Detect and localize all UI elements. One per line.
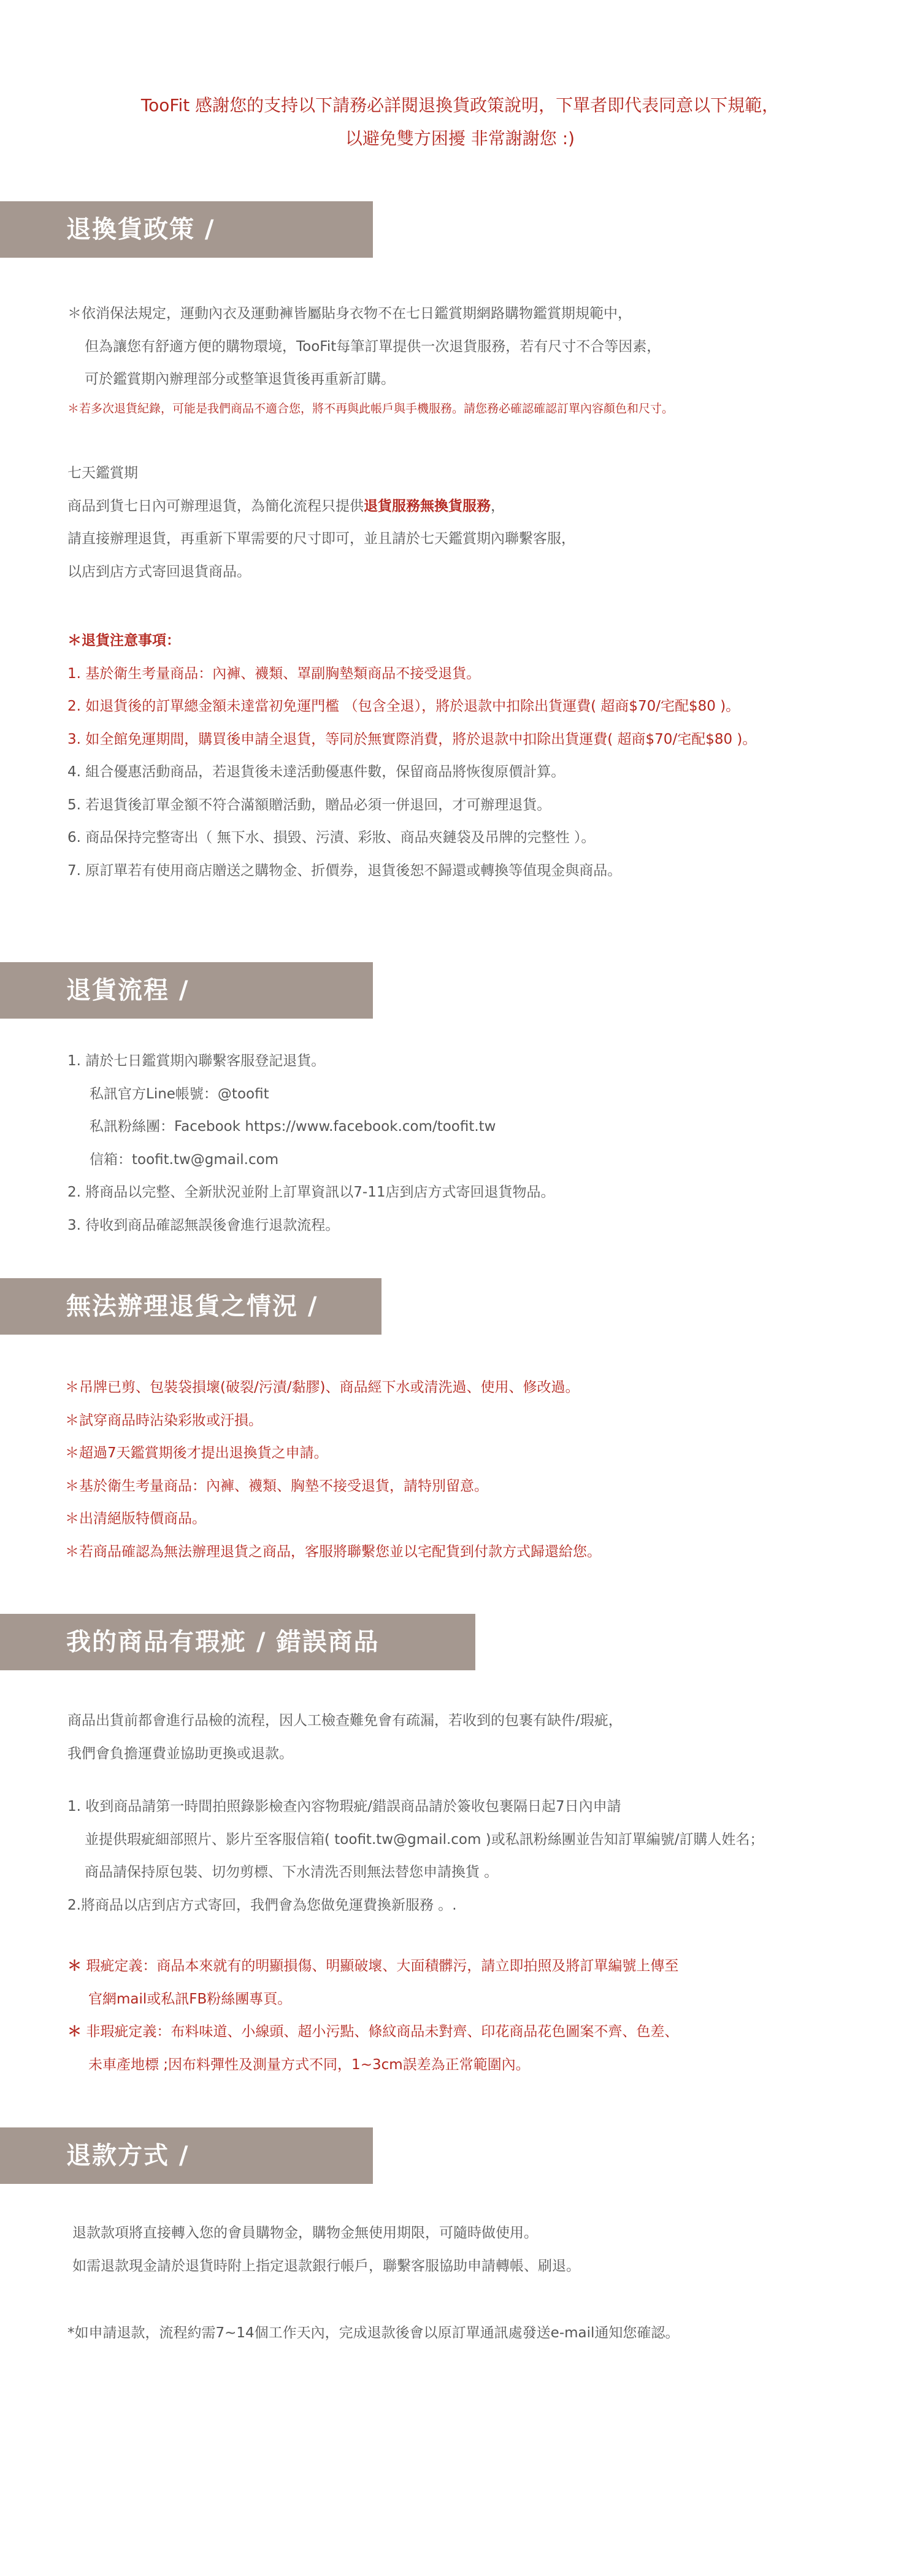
policy-law-line-3: 可於鑑賞期內辦理部分或整筆退貨後再重新訂購。 — [85, 371, 395, 387]
period-line-1 — [67, 490, 575, 523]
no-return-item: ＊吊牌已剪、包裝袋損壞(破裂/污漬/黏膠)、商品經下水或清洗過、使用、修改過。 — [65, 1379, 580, 1395]
star-icon: ＊ — [65, 1543, 79, 1560]
process-line-facebook: 私訊粉絲團：Facebook https://www.facebook.com/toofit.tw — [90, 1119, 496, 1135]
defect-intro — [67, 1705, 623, 1770]
defect-step-1a: 1. 收到商品請第一時間拍照錄影檢查內容物瑕疵/錯誤商品請於簽收包裹隔日起7日內申請 — [67, 1799, 621, 1814]
defect-def-2b: 未車產地標 ;因布料彈性及測量方式不同，1~3cm誤差為正常範圍內。 — [88, 2056, 530, 2073]
no-return-item: ＊基於衛生考量商品：內褲、襪類、胸墊不接受退貨，請特別留意。 — [65, 1478, 488, 1494]
star-icon: ＊ — [65, 1379, 79, 1395]
refund-text — [72, 2217, 580, 2283]
star-icon: ＊ — [65, 1445, 79, 1461]
process-line: 2. 將商品以完整、全新狀況並附上訂單資訊以7-11店到店方式寄回退貨物品。 — [67, 1184, 555, 1200]
defect-definitions — [67, 1950, 678, 2081]
period-line-3: 以店到店方式寄回退貨商品。 — [67, 563, 251, 580]
period-title: 七天鑑賞期 — [67, 465, 138, 481]
return-note-item: 7. 原訂單若有使用商店贈送之購物金、折價券，退貨後恕不歸還或轉換等值現金與商品。 — [67, 862, 622, 879]
return-note-item: 3. 如全館免運期間，購買後申請全退貨，等同於無實際消費，將於退款中扣除出貨運費( 超商$70/宅配$80 )。 — [67, 731, 757, 747]
refund-banner: 退款方式 / — [0, 2127, 373, 2184]
no-return-item: ＊試穿商品時沾染彩妝或汙損。 — [65, 1412, 263, 1429]
defect-intro-line-2: 我們會負擔運費並協助更換或退款。 — [67, 1745, 293, 1762]
return-notes-title: ＊退貨注意事項： — [67, 633, 180, 649]
policy-warning: ＊若多次退貨紀錄，可能是我們商品不適合您，將不再與此帳戶與手機服務。請您務必確認確認訂單內容顏色和尺寸。 — [67, 402, 674, 415]
star-icon: ＊ — [65, 1511, 79, 1527]
intro-line-2: 以避免雙方困擾 非常謝謝您 :) — [345, 128, 575, 148]
policy-law-line-1: ＊依消保法規定，運動內衣及運動褲皆屬貼身衣物不在七日鑑賞期網路購物鑑賞期規範中， — [67, 306, 632, 322]
defect-steps — [67, 1791, 764, 1922]
star-icon: ＊ — [65, 1412, 79, 1429]
star-icon: ＊ — [67, 2024, 82, 2040]
defect-step-1c: 商品請保持原包裝、切勿剪標、下水清洗否則無法替您申請換貨 。 — [85, 1864, 499, 1880]
no-return-item: ＊出清絕版特價商品。 — [65, 1511, 206, 1527]
period-line-1-pre: 商品到貨七日內可辦理退貨，為簡化流程只提供 — [67, 498, 364, 514]
defect-banner: 我的商品有瑕疵 / 錯誤商品 — [0, 1614, 475, 1670]
return-note-item: 2. 如退貨後的訂單總金額未達當初免運門檻 （包含全退），將於退款中扣除出貨運費( 超商$70/宅配$80 )。 — [67, 698, 740, 714]
policy-banner: 退換貨政策 / — [0, 201, 373, 258]
return-note-item: 6. 商品保持完整寄出（ 無下水、損毀、污漬、彩妝、商品夾鏈袋及吊牌的完整性 ）。 — [67, 830, 596, 846]
return-notes — [67, 625, 756, 887]
no-return-item: ＊若商品確認為無法辦理退貨之商品，客服將聯繫您並以宅配貨到付款方式歸還給您。 — [65, 1543, 601, 1560]
star-icon: ＊ — [65, 1478, 79, 1494]
no-return-item: ＊超過7天鑑賞期後才提出退換貨之申請。 — [65, 1445, 328, 1461]
period-line-1-post: ， — [491, 498, 505, 514]
defect-def-1b: 官網mail或私訊FB粉絲團專頁。 — [88, 1991, 292, 2007]
defect-step-1b: 並提供瑕疵細部照片、影片至客服信箱( toofit.tw@gmail.com )或私訊粉絲團並告知訂單編號/訂購人姓名； — [85, 1831, 764, 1848]
refund-line-1: 退款款項將直接轉入您的會員購物金，購物金無使用期限，可隨時做使用。 — [72, 2225, 538, 2241]
refund-line-2: 如需退款現金請於退貨時附上指定退款銀行帳戶，聯繫客服協助申請轉帳、刷退。 — [72, 2258, 580, 2274]
process-line-email: 信箱：toofit.tw@gmail.com — [90, 1151, 279, 1168]
period-line-1-emphasis: 退貨服務無換貨服務 — [364, 498, 491, 514]
defect-step-2: 2.將商品以店到店方式寄回，我們會為您做免運費換新服務 。. — [67, 1897, 457, 1913]
period-line-2: 請直接辦理退貨，再重新下單需要的尺寸即可，並且請於七天鑑賞期內聯繫客服， — [67, 531, 575, 547]
policy-law-line-2: 但為讓您有舒適方便的購物環境，TooFit每筆訂單提供一次退貨服務，若有尺寸不合等因素， — [85, 338, 661, 355]
intro-notice — [0, 89, 920, 155]
return-note-item: 1. 基於衛生考量商品：內褲、襪類、罩副胸墊類商品不接受退貨。 — [67, 665, 481, 682]
defect-intro-line-1: 商品出貨前都會進行品檢的流程，因人工檢查難免會有疏漏，若收到的包裹有缺件/瑕疵， — [67, 1713, 623, 1729]
star-icon: ＊ — [67, 1958, 82, 1974]
process-line: 1. 請於七日鑑賞期內聯繫客服登記退貨。 — [67, 1053, 326, 1069]
defect-def-2a: ＊ 非瑕疵定義：布料味道、小線頭、超小污點、條紋商品未對齊、印花商品花色圖案不齊、色差、 — [67, 2024, 679, 2040]
return-note-item: 5. 若退貨後訂單金額不符合滿額贈活動，贈品必須一併退回，才可辦理退貨。 — [67, 796, 551, 813]
appreciation-period — [67, 457, 575, 588]
no-return-banner: 無法辦理退貨之情況 / — [0, 1278, 381, 1335]
policy-law-text — [67, 298, 661, 396]
process-line: 3. 待收到商品確認無誤後會進行退款流程。 — [67, 1217, 340, 1233]
return-note-item: 4. 組合優惠活動商品，若退貨後未達活動優惠件數，保留商品將恢復原價計算。 — [67, 764, 565, 780]
no-return-list — [65, 1371, 601, 1568]
process-steps — [67, 1045, 554, 1242]
process-banner: 退貨流程 / — [0, 962, 373, 1019]
defect-def-1a: ＊ 瑕疵定義：商品本來就有的明顯損傷、明顯破壞、大面積髒污，請立即拍照及將訂單編號上傳至 — [67, 1958, 679, 1974]
intro-line-1: TooFit 感謝您的支持以下請務必詳閱退換貨政策說明，下單者即代表同意以下規範， — [140, 95, 780, 115]
process-line-line: 私訊官方Line帳號：@toofit — [90, 1086, 269, 1102]
refund-note: *如申請退款，流程約需7~14個工作天內，完成退款後會以原訂單通訊處發送e-mail通知您確認。 — [67, 2325, 680, 2341]
